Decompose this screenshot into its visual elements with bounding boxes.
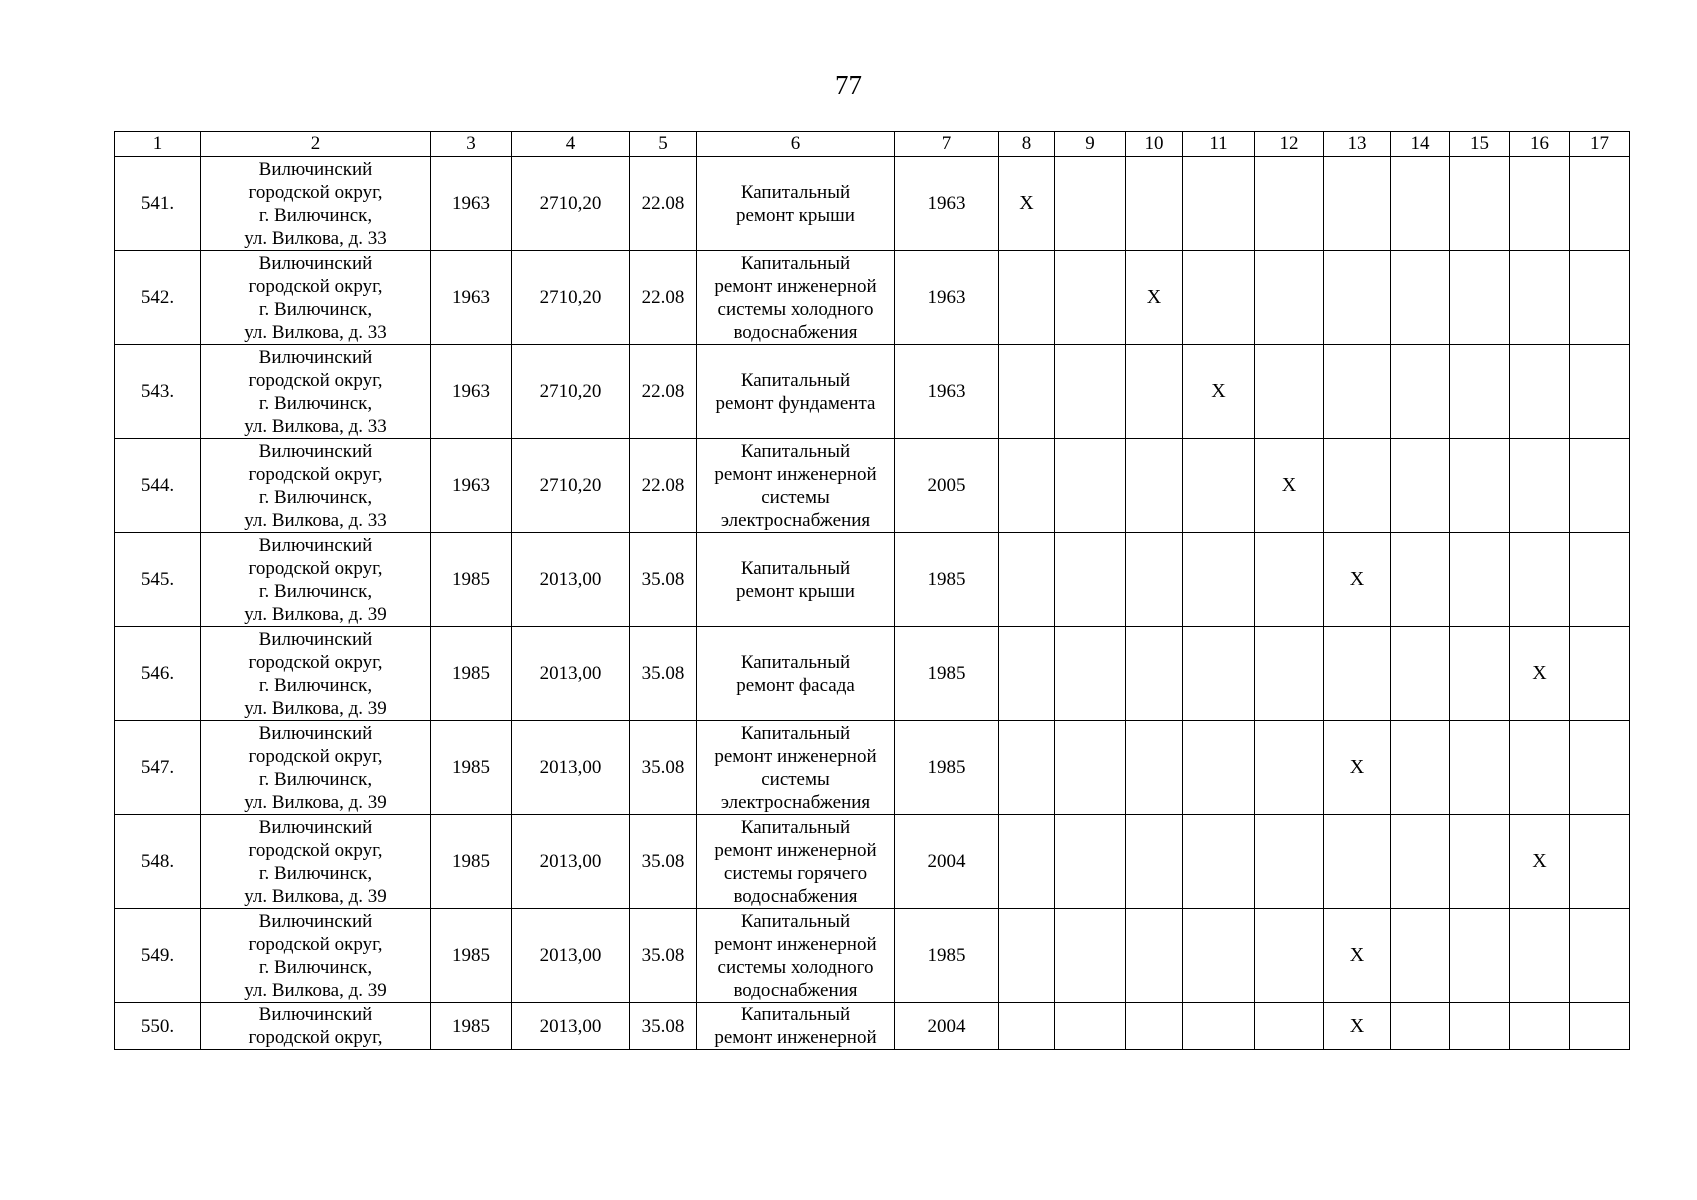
empty-cell: [1450, 909, 1510, 1003]
row-number-cell: 543.: [115, 345, 201, 439]
empty-cell: [1126, 815, 1183, 909]
empty-cell: [999, 251, 1055, 345]
table-body: [115, 157, 1630, 1050]
column-number: 3: [431, 132, 512, 157]
empty-cell: [1324, 251, 1391, 345]
work-type-cell: Капитальный ремонт инженерной системы электроснабжения: [697, 439, 895, 533]
mark-cell: [1324, 721, 1391, 815]
column-number: 11: [1183, 132, 1255, 157]
empty-cell: [1570, 815, 1630, 909]
empty-cell: [1255, 627, 1324, 721]
empty-cell: [1510, 439, 1570, 533]
empty-cell: [1450, 1003, 1510, 1050]
empty-cell: [1391, 721, 1450, 815]
year-built-cell: 1985: [431, 815, 512, 909]
area-cell: 2013,00: [512, 721, 630, 815]
x-mark: Х: [1146, 286, 1162, 308]
wear-cell: 35.08: [630, 627, 697, 721]
empty-cell: [1126, 909, 1183, 1003]
empty-cell: [1255, 345, 1324, 439]
empty-cell: [999, 345, 1055, 439]
table-row: [115, 439, 1630, 533]
empty-cell: [1570, 345, 1630, 439]
empty-cell: [1570, 439, 1630, 533]
empty-cell: [1255, 251, 1324, 345]
empty-cell: [1126, 157, 1183, 251]
work-type-cell: Капитальный ремонт инженерной системы горячего водоснабжения: [697, 815, 895, 909]
wear-cell: 35.08: [630, 815, 697, 909]
table-row: [115, 1003, 1630, 1050]
last-repair-year-cell: 2004: [895, 815, 999, 909]
last-repair-year-cell: 1963: [895, 345, 999, 439]
wear-cell: 35.08: [630, 1003, 697, 1050]
row-number-cell: 544.: [115, 439, 201, 533]
empty-cell: [1183, 439, 1255, 533]
empty-cell: [1450, 439, 1510, 533]
mark-cell: [999, 157, 1055, 251]
empty-cell: [1126, 345, 1183, 439]
year-built-cell: 1963: [431, 251, 512, 345]
empty-cell: [999, 815, 1055, 909]
wear-cell: 22.08: [630, 345, 697, 439]
address-cell: Вилючинский городской округ, г. Вилючинск, ул. Вилкова, д. 39: [201, 627, 431, 721]
table-row: [115, 721, 1630, 815]
wear-cell: 35.08: [630, 533, 697, 627]
table-row: [115, 909, 1630, 1003]
year-built-cell: 1963: [431, 157, 512, 251]
mark-cell: [1324, 1003, 1391, 1050]
x-mark: Х: [1281, 474, 1297, 496]
empty-cell: [1055, 251, 1126, 345]
table-row: [115, 815, 1630, 909]
column-number: 16: [1510, 132, 1570, 157]
empty-cell: [999, 533, 1055, 627]
address-cell: Вилючинский городской округ, г. Вилючинск, ул. Вилкова, д. 33: [201, 157, 431, 251]
empty-cell: [1255, 533, 1324, 627]
empty-cell: [1450, 815, 1510, 909]
empty-cell: [1324, 815, 1391, 909]
area-cell: 2710,20: [512, 345, 630, 439]
empty-cell: [1450, 251, 1510, 345]
work-type-cell: Капитальный ремонт крыши: [697, 157, 895, 251]
column-number: 5: [630, 132, 697, 157]
empty-cell: [1391, 909, 1450, 1003]
table-row: [115, 157, 1630, 251]
empty-cell: [999, 627, 1055, 721]
empty-cell: [1450, 157, 1510, 251]
empty-cell: [1324, 157, 1391, 251]
address-cell: Вилючинский городской округ,: [201, 1003, 431, 1050]
row-number-cell: 541.: [115, 157, 201, 251]
empty-cell: [1510, 721, 1570, 815]
row-number-cell: 550.: [115, 1003, 201, 1050]
empty-cell: [1391, 345, 1450, 439]
empty-cell: [1183, 533, 1255, 627]
last-repair-year-cell: 1985: [895, 909, 999, 1003]
last-repair-year-cell: 2004: [895, 1003, 999, 1050]
empty-cell: [999, 1003, 1055, 1050]
work-type-cell: Капитальный ремонт инженерной системы электроснабжения: [697, 721, 895, 815]
area-cell: 2013,00: [512, 627, 630, 721]
area-cell: 2013,00: [512, 815, 630, 909]
empty-cell: [1183, 157, 1255, 251]
empty-cell: [1183, 627, 1255, 721]
address-cell: Вилючинский городской округ, г. Вилючинск, ул. Вилкова, д. 33: [201, 345, 431, 439]
wear-cell: 35.08: [630, 909, 697, 1003]
empty-cell: [1055, 157, 1126, 251]
mark-cell: [1510, 815, 1570, 909]
empty-cell: [1255, 721, 1324, 815]
empty-cell: [1324, 345, 1391, 439]
empty-cell: [1391, 157, 1450, 251]
empty-cell: [1450, 721, 1510, 815]
x-mark: Х: [1211, 380, 1226, 402]
address-cell: Вилючинский городской округ, г. Вилючинск, ул. Вилкова, д. 33: [201, 439, 431, 533]
column-number: 4: [512, 132, 630, 157]
work-type-cell: Капитальный ремонт фасада: [697, 627, 895, 721]
last-repair-year-cell: 2005: [895, 439, 999, 533]
empty-cell: [1510, 251, 1570, 345]
empty-cell: [1055, 909, 1126, 1003]
last-repair-year-cell: 1985: [895, 627, 999, 721]
area-cell: 2710,20: [512, 439, 630, 533]
address-cell: Вилючинский городской округ, г. Вилючинск, ул. Вилкова, д. 39: [201, 721, 431, 815]
year-built-cell: 1985: [431, 721, 512, 815]
column-number: 15: [1450, 132, 1510, 157]
empty-cell: [1055, 627, 1126, 721]
empty-cell: [1255, 1003, 1324, 1050]
empty-cell: [1055, 1003, 1126, 1050]
mark-cell: [1255, 439, 1324, 533]
empty-cell: [1055, 815, 1126, 909]
empty-cell: [1126, 439, 1183, 533]
wear-cell: 35.08: [630, 721, 697, 815]
empty-cell: [1391, 627, 1450, 721]
empty-cell: [1391, 1003, 1450, 1050]
empty-cell: [1324, 439, 1391, 533]
empty-cell: [1570, 909, 1630, 1003]
empty-cell: [1183, 1003, 1255, 1050]
area-cell: 2013,00: [512, 909, 630, 1003]
empty-cell: [999, 909, 1055, 1003]
x-mark: Х: [1349, 756, 1365, 778]
year-built-cell: 1985: [431, 909, 512, 1003]
column-number: 2: [201, 132, 431, 157]
empty-cell: [1391, 533, 1450, 627]
empty-cell: [1450, 345, 1510, 439]
empty-cell: [1510, 345, 1570, 439]
empty-cell: [1570, 533, 1630, 627]
address-cell: Вилючинский городской округ, г. Вилючинск, ул. Вилкова, д. 39: [201, 533, 431, 627]
last-repair-year-cell: 1963: [895, 251, 999, 345]
area-cell: 2710,20: [512, 251, 630, 345]
x-mark: Х: [1349, 944, 1365, 966]
column-number: 17: [1570, 132, 1630, 157]
row-number-cell: 542.: [115, 251, 201, 345]
empty-cell: [1510, 909, 1570, 1003]
x-mark: Х: [1349, 1014, 1365, 1037]
empty-cell: [1570, 251, 1630, 345]
empty-cell: [1450, 627, 1510, 721]
column-number-row: [115, 132, 1630, 157]
row-number-cell: 548.: [115, 815, 201, 909]
work-type-cell: Капитальный ремонт инженерной: [697, 1003, 895, 1050]
empty-cell: [1510, 157, 1570, 251]
wear-cell: 22.08: [630, 157, 697, 251]
empty-cell: [1126, 533, 1183, 627]
column-number: 12: [1255, 132, 1324, 157]
area-cell: 2013,00: [512, 533, 630, 627]
year-built-cell: 1963: [431, 439, 512, 533]
row-number-cell: 545.: [115, 533, 201, 627]
column-number: 13: [1324, 132, 1391, 157]
x-mark: Х: [1532, 850, 1547, 872]
year-built-cell: 1985: [431, 533, 512, 627]
last-repair-year-cell: 1985: [895, 721, 999, 815]
wear-cell: 22.08: [630, 439, 697, 533]
row-number-cell: 546.: [115, 627, 201, 721]
column-number: 10: [1126, 132, 1183, 157]
table-row: [115, 251, 1630, 345]
empty-cell: [1183, 909, 1255, 1003]
empty-cell: [1055, 721, 1126, 815]
address-cell: Вилючинский городской округ, г. Вилючинск, ул. Вилкова, д. 39: [201, 909, 431, 1003]
mark-cell: [1183, 345, 1255, 439]
x-mark: Х: [1349, 568, 1365, 590]
column-number: 9: [1055, 132, 1126, 157]
table-row: [115, 627, 1630, 721]
mark-cell: [1510, 627, 1570, 721]
year-built-cell: 1985: [431, 627, 512, 721]
table-row: [115, 345, 1630, 439]
empty-cell: [1391, 251, 1450, 345]
page-number: 77: [835, 70, 862, 100]
empty-cell: [1055, 533, 1126, 627]
empty-cell: [1570, 157, 1630, 251]
work-type-cell: Капитальный ремонт инженерной системы холодного водоснабжения: [697, 251, 895, 345]
empty-cell: [1255, 909, 1324, 1003]
year-built-cell: 1963: [431, 345, 512, 439]
address-cell: Вилючинский городской округ, г. Вилючинск, ул. Вилкова, д. 33: [201, 251, 431, 345]
column-number: 7: [895, 132, 999, 157]
area-cell: 2013,00: [512, 1003, 630, 1050]
mark-cell: [1126, 251, 1183, 345]
empty-cell: [1510, 1003, 1570, 1050]
empty-cell: [1183, 251, 1255, 345]
x-mark: Х: [1532, 662, 1547, 684]
work-type-cell: Капитальный ремонт фундамента: [697, 345, 895, 439]
empty-cell: [1391, 439, 1450, 533]
work-type-cell: Капитальный ремонт крыши: [697, 533, 895, 627]
empty-cell: [1570, 627, 1630, 721]
empty-cell: [1126, 721, 1183, 815]
table-row: [115, 533, 1630, 627]
last-repair-year-cell: 1963: [895, 157, 999, 251]
empty-cell: [999, 439, 1055, 533]
wear-cell: 22.08: [630, 251, 697, 345]
column-number: 14: [1391, 132, 1450, 157]
empty-cell: [1570, 1003, 1630, 1050]
empty-cell: [1055, 345, 1126, 439]
empty-cell: [1324, 627, 1391, 721]
empty-cell: [1570, 721, 1630, 815]
empty-cell: [1255, 815, 1324, 909]
empty-cell: [1126, 1003, 1183, 1050]
empty-cell: [1126, 627, 1183, 721]
empty-cell: [1183, 721, 1255, 815]
empty-cell: [1391, 815, 1450, 909]
mark-cell: [1324, 909, 1391, 1003]
x-mark: Х: [1019, 192, 1034, 214]
empty-cell: [1255, 157, 1324, 251]
empty-cell: [1055, 439, 1126, 533]
mark-cell: [1324, 533, 1391, 627]
row-number-cell: 549.: [115, 909, 201, 1003]
column-number: 8: [999, 132, 1055, 157]
work-type-cell: Капитальный ремонт инженерной системы холодного водоснабжения: [697, 909, 895, 1003]
empty-cell: [999, 721, 1055, 815]
area-cell: 2710,20: [512, 157, 630, 251]
column-number: 6: [697, 132, 895, 157]
address-cell: Вилючинский городской округ, г. Вилючинск, ул. Вилкова, д. 39: [201, 815, 431, 909]
column-number: 1: [115, 132, 201, 157]
year-built-cell: 1985: [431, 1003, 512, 1050]
empty-cell: [1183, 815, 1255, 909]
last-repair-year-cell: 1985: [895, 533, 999, 627]
row-number-cell: 547.: [115, 721, 201, 815]
register-table: [114, 131, 1630, 1050]
empty-cell: [1450, 533, 1510, 627]
empty-cell: [1510, 533, 1570, 627]
